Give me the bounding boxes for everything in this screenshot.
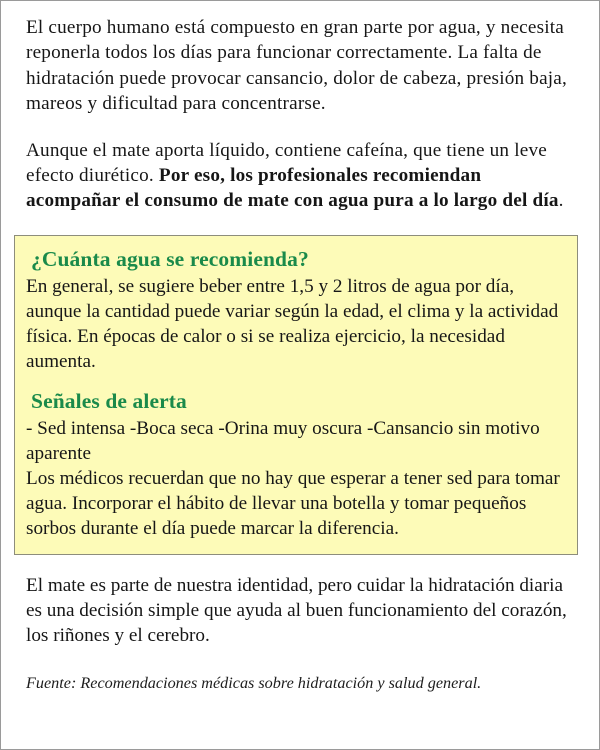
article-footer-section (1, 573, 599, 694)
paragraph-closing: El mate es parte de nuestra identidad, pero cuidar la hidratación diaria es una decisión simple que ayuda al buen funcionamiento del corazón, los riñones y el cerebro. (26, 574, 567, 647)
paragraph-mate-cafeina (26, 138, 577, 214)
callout-body-senales-alerta: Los médicos recuerdan que no hay que esperar a tener sed para tomar agua. Incorporar el hábito de llevar una botella y tomar pequeños sorbos durante el día puede marcar la diferencia. (26, 468, 560, 540)
article-body (1, 1, 599, 214)
callout-heading-senales-alerta: Señales de alerta (31, 388, 187, 413)
callout-heading-cuanta-agua: ¿Cuánta agua se recomienda? (31, 246, 309, 271)
source-attribution: Fuente: Recomendaciones médicas sobre hidratación y salud general. (26, 673, 482, 692)
highlight-callout-box (14, 235, 578, 555)
callout-alert-signals-list: - Sed intensa -Boca seca -Orina muy oscura -Cansancio sin motivo aparente (26, 417, 540, 464)
paragraph-emphasis-text: Por eso, los profesionales recomiendan acompañar el consumo de mate con agua pura a lo largo del día (26, 165, 559, 212)
paragraph-lead-text: Aunque el mate aporta líquido, contiene cafeína, que tiene un leve efecto diurético. (26, 139, 547, 187)
paragraph-intro: El cuerpo humano está compuesto en gran parte por agua, y necesita reponerla todos los días para funcionar correctamente. La falta de hidratación puede provocar cansancio, dolor de cabeza, presión baja, mareos y dificultad para concentrarse. (26, 17, 568, 115)
paragraph-tail-text: . (558, 190, 564, 212)
callout-body-cuanta-agua: En general, se sugiere beber entre 1,5 y 2 litros de agua por día, aunque la cantidad puede variar según la edad, el clima y la actividad física. En épocas de calor o si se realiza ejercicio, la necesidad aumenta. (26, 275, 559, 373)
